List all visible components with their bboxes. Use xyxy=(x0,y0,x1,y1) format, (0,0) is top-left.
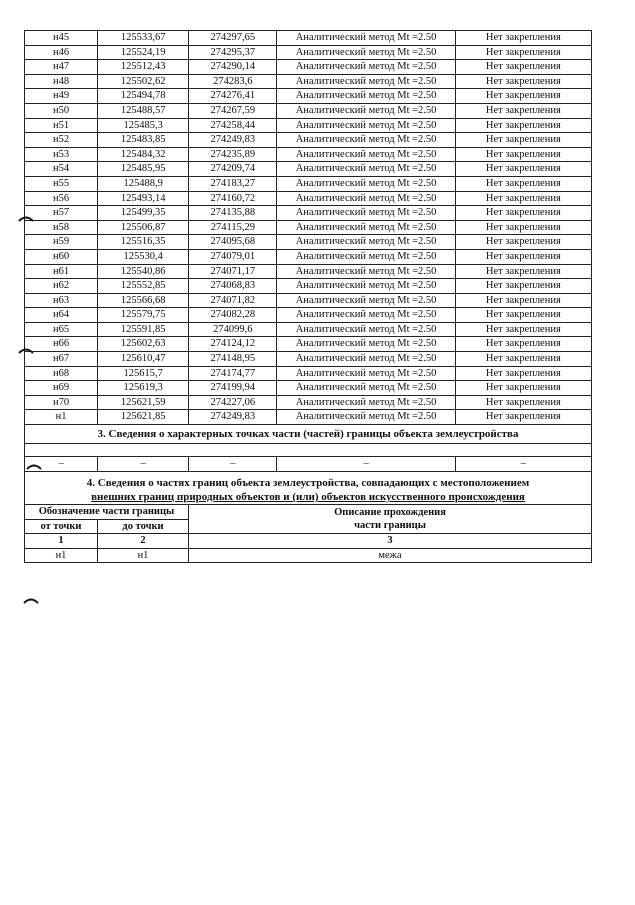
point-id-cell: н61 xyxy=(25,264,98,279)
y-coord-cell: 274295,37 xyxy=(189,45,277,60)
method-cell: Аналитический метод Mt =2.50 xyxy=(277,366,455,381)
method-cell: Аналитический метод Mt =2.50 xyxy=(277,264,455,279)
x-coord-cell: 125488,57 xyxy=(98,103,189,118)
fixation-cell: Нет закрепления xyxy=(455,206,591,221)
y-coord-cell: 274174,77 xyxy=(189,366,277,381)
fixation-cell: Нет закрепления xyxy=(455,308,591,323)
point-id-cell: н47 xyxy=(25,60,98,75)
fixation-cell: Нет закрепления xyxy=(455,103,591,118)
y-coord-cell: 274160,72 xyxy=(189,191,277,206)
y-coord-cell: 274148,95 xyxy=(189,352,277,367)
column-number: 2 xyxy=(98,534,189,549)
y-coord-cell: 274095,68 xyxy=(189,235,277,250)
x-coord-cell: 125485,95 xyxy=(98,162,189,177)
method-cell: Аналитический метод Mt =2.50 xyxy=(277,74,455,89)
dash-cell: – xyxy=(25,457,98,472)
section3-title: 3. Сведения о характерных точках части (частей) границы объекта землеустройства xyxy=(25,425,592,444)
method-cell: Аналитический метод Mt =2.50 xyxy=(277,308,455,323)
fixation-cell: Нет закрепления xyxy=(455,118,591,133)
table-row xyxy=(25,395,592,410)
method-cell: Аналитический метод Mt =2.50 xyxy=(277,322,455,337)
x-coord-cell: 125533,67 xyxy=(98,31,189,46)
point-id-cell: н68 xyxy=(25,366,98,381)
fixation-cell: Нет закрепления xyxy=(455,410,591,425)
x-coord-cell: 125552,85 xyxy=(98,279,189,294)
y-coord-cell: 274071,82 xyxy=(189,293,277,308)
x-coord-cell: 125530,4 xyxy=(98,249,189,264)
method-cell: Аналитический метод Mt =2.50 xyxy=(277,60,455,75)
point-id-cell: н51 xyxy=(25,118,98,133)
fixation-cell: Нет закрепления xyxy=(455,45,591,60)
fixation-cell: Нет закрепления xyxy=(455,162,591,177)
table-row xyxy=(25,103,592,118)
y-coord-cell: 274209,74 xyxy=(189,162,277,177)
y-coord-cell: 274079,01 xyxy=(189,249,277,264)
table-row xyxy=(25,31,592,46)
fixation-cell: Нет закрепления xyxy=(455,235,591,250)
y-coord-cell: 274071,17 xyxy=(189,264,277,279)
method-cell: Аналитический метод Mt =2.50 xyxy=(277,206,455,221)
method-cell: Аналитический метод Mt =2.50 xyxy=(277,337,455,352)
point-id-cell: н53 xyxy=(25,147,98,162)
y-coord-cell: 274235,89 xyxy=(189,147,277,162)
description-header-line1: Описание прохождения xyxy=(334,506,446,518)
point-id-cell: н1 xyxy=(25,410,98,425)
point-id-cell: н57 xyxy=(25,206,98,221)
x-coord-cell: 125512,43 xyxy=(98,60,189,75)
x-coord-cell: 125488,9 xyxy=(98,176,189,191)
method-cell: Аналитический метод Mt =2.50 xyxy=(277,293,455,308)
points-table-body xyxy=(25,31,592,425)
scan-mark-icon xyxy=(18,214,34,222)
method-cell: Аналитический метод Mt =2.50 xyxy=(277,381,455,396)
x-coord-cell: 125502,62 xyxy=(98,74,189,89)
table-row xyxy=(25,410,592,425)
y-coord-cell: 274258,44 xyxy=(189,118,277,133)
document-page xyxy=(24,30,592,563)
point-id-cell: н52 xyxy=(25,133,98,148)
table-row xyxy=(25,60,592,75)
point-id-cell: н66 xyxy=(25,337,98,352)
fixation-cell: Нет закрепления xyxy=(455,60,591,75)
x-coord-cell: 125506,87 xyxy=(98,220,189,235)
x-coord-cell: 125619,3 xyxy=(98,381,189,396)
x-coord-cell: 125524,19 xyxy=(98,45,189,60)
dash-cell: – xyxy=(455,457,591,472)
method-cell: Аналитический метод Mt =2.50 xyxy=(277,162,455,177)
method-cell: Аналитический метод Mt =2.50 xyxy=(277,133,455,148)
table-row xyxy=(25,264,592,279)
column-number: 1 xyxy=(25,534,98,549)
y-coord-cell: 274267,59 xyxy=(189,103,277,118)
y-coord-cell: 274082,28 xyxy=(189,308,277,323)
section4-title xyxy=(24,472,592,504)
method-cell: Аналитический метод Mt =2.50 xyxy=(277,176,455,191)
table-row xyxy=(25,322,592,337)
dash-cell: – xyxy=(189,457,277,472)
y-coord-cell: 274099,6 xyxy=(189,322,277,337)
scan-mark-icon xyxy=(18,346,34,354)
fixation-cell: Нет закрепления xyxy=(455,249,591,264)
table-row xyxy=(25,176,592,191)
point-id-cell: н58 xyxy=(25,220,98,235)
point-id-cell: н64 xyxy=(25,308,98,323)
method-cell: Аналитический метод Mt =2.50 xyxy=(277,235,455,250)
method-cell: Аналитический метод Mt =2.50 xyxy=(277,249,455,264)
x-coord-cell: 125579,75 xyxy=(98,308,189,323)
description-header xyxy=(189,505,592,534)
method-cell: Аналитический метод Mt =2.50 xyxy=(277,103,455,118)
table-row xyxy=(25,162,592,177)
y-coord-cell: 274199,94 xyxy=(189,381,277,396)
section4-title-line2: внешних границ природных объектов и (или) объектов искусственного происхождения xyxy=(91,491,525,504)
x-coord-cell: 125566,68 xyxy=(98,293,189,308)
fixation-cell: Нет закрепления xyxy=(455,395,591,410)
y-coord-cell: 274249,83 xyxy=(189,133,277,148)
table-row xyxy=(25,337,592,352)
table-row xyxy=(25,235,592,250)
x-coord-cell: 125494,78 xyxy=(98,89,189,104)
point-id-cell: н46 xyxy=(25,45,98,60)
y-coord-cell: 274115,29 xyxy=(189,220,277,235)
to-point-cell: н1 xyxy=(98,548,189,563)
table-row xyxy=(25,366,592,381)
method-cell: Аналитический метод Mt =2.50 xyxy=(277,45,455,60)
dash-cell: – xyxy=(277,457,455,472)
point-id-cell: н69 xyxy=(25,381,98,396)
description-cell: межа xyxy=(189,548,592,563)
table-row xyxy=(25,191,592,206)
fixation-cell: Нет закрепления xyxy=(455,352,591,367)
blank-row xyxy=(25,444,592,457)
fixation-cell: Нет закрепления xyxy=(455,74,591,89)
to-point-header: до точки xyxy=(98,519,189,534)
point-id-cell: н45 xyxy=(25,31,98,46)
part-designation-header: Обозначение части границы xyxy=(25,505,189,520)
point-id-cell: н50 xyxy=(25,103,98,118)
point-id-cell: н59 xyxy=(25,235,98,250)
x-coord-cell: 125540,86 xyxy=(98,264,189,279)
y-coord-cell: 274249,83 xyxy=(189,410,277,425)
fixation-cell: Нет закрепления xyxy=(455,220,591,235)
y-coord-cell: 274276,41 xyxy=(189,89,277,104)
x-coord-cell: 125615,7 xyxy=(98,366,189,381)
point-id-cell: н55 xyxy=(25,176,98,191)
y-coord-cell: 274283,6 xyxy=(189,74,277,89)
fixation-cell: Нет закрепления xyxy=(455,176,591,191)
points-table xyxy=(24,30,592,472)
point-id-cell: н70 xyxy=(25,395,98,410)
point-id-cell: н63 xyxy=(25,293,98,308)
method-cell: Аналитический метод Mt =2.50 xyxy=(277,191,455,206)
x-coord-cell: 125484,32 xyxy=(98,147,189,162)
x-coord-cell: 125621,59 xyxy=(98,395,189,410)
table-row xyxy=(25,89,592,104)
table-row xyxy=(25,381,592,396)
table-row xyxy=(25,118,592,133)
column-number: 3 xyxy=(189,534,592,549)
fixation-cell: Нет закрепления xyxy=(455,31,591,46)
table-row xyxy=(25,279,592,294)
table-row xyxy=(25,74,592,89)
table-row xyxy=(25,206,592,221)
point-id-cell: н54 xyxy=(25,162,98,177)
x-coord-cell: 125499,35 xyxy=(98,206,189,221)
fixation-cell: Нет закрепления xyxy=(455,337,591,352)
method-cell: Аналитический метод Mt =2.50 xyxy=(277,31,455,46)
table-row xyxy=(25,45,592,60)
table-row xyxy=(25,293,592,308)
method-cell: Аналитический метод Mt =2.50 xyxy=(277,279,455,294)
y-coord-cell: 274297,65 xyxy=(189,31,277,46)
point-id-cell: н67 xyxy=(25,352,98,367)
point-id-cell: н49 xyxy=(25,89,98,104)
method-cell: Аналитический метод Mt =2.50 xyxy=(277,118,455,133)
point-id-cell: н62 xyxy=(25,279,98,294)
x-coord-cell: 125485,3 xyxy=(98,118,189,133)
table-row xyxy=(25,147,592,162)
fixation-cell: Нет закрепления xyxy=(455,89,591,104)
from-point-header: от точки xyxy=(25,519,98,534)
from-point-cell: н1 xyxy=(25,548,98,563)
y-coord-cell: 274290,14 xyxy=(189,60,277,75)
method-cell: Аналитический метод Mt =2.50 xyxy=(277,395,455,410)
method-cell: Аналитический метод Mt =2.50 xyxy=(277,352,455,367)
point-id-cell: н56 xyxy=(25,191,98,206)
x-coord-cell: 125621,85 xyxy=(98,410,189,425)
table-row xyxy=(25,249,592,264)
scan-mark-icon xyxy=(26,462,42,470)
y-coord-cell: 274135,88 xyxy=(189,206,277,221)
fixation-cell: Нет закрепления xyxy=(455,293,591,308)
x-coord-cell: 125483,85 xyxy=(98,133,189,148)
fixation-cell: Нет закрепления xyxy=(455,147,591,162)
table-row xyxy=(25,352,592,367)
y-coord-cell: 274124,12 xyxy=(189,337,277,352)
method-cell: Аналитический метод Mt =2.50 xyxy=(277,89,455,104)
x-coord-cell: 125610,47 xyxy=(98,352,189,367)
y-coord-cell: 274068,83 xyxy=(189,279,277,294)
y-coord-cell: 274227,06 xyxy=(189,395,277,410)
fixation-cell: Нет закрепления xyxy=(455,366,591,381)
x-coord-cell: 125516,35 xyxy=(98,235,189,250)
x-coord-cell: 125591,85 xyxy=(98,322,189,337)
section4-title-line1: 4. Сведения о частях границ объекта землеустройства, совпадающих с местоположением xyxy=(86,477,530,490)
fixation-cell: Нет закрепления xyxy=(455,264,591,279)
fixation-cell: Нет закрепления xyxy=(455,133,591,148)
dash-row xyxy=(25,457,592,472)
table-row xyxy=(25,133,592,148)
y-coord-cell: 274183,27 xyxy=(189,176,277,191)
fixation-cell: Нет закрепления xyxy=(455,381,591,396)
x-coord-cell: 125493,14 xyxy=(98,191,189,206)
fixation-cell: Нет закрепления xyxy=(455,322,591,337)
point-id-cell: н48 xyxy=(25,74,98,89)
dash-cell: – xyxy=(98,457,189,472)
x-coord-cell: 125602,63 xyxy=(98,337,189,352)
fixation-cell: Нет закрепления xyxy=(455,279,591,294)
point-id-cell: н60 xyxy=(25,249,98,264)
description-header-line2: части границы xyxy=(354,520,426,532)
parts-table xyxy=(24,504,592,563)
fixation-cell: Нет закрепления xyxy=(455,191,591,206)
table-row xyxy=(25,220,592,235)
table-row xyxy=(25,308,592,323)
method-cell: Аналитический метод Mt =2.50 xyxy=(277,410,455,425)
scan-mark-icon xyxy=(23,596,39,604)
method-cell: Аналитический метод Mt =2.50 xyxy=(277,220,455,235)
method-cell: Аналитический метод Mt =2.50 xyxy=(277,147,455,162)
point-id-cell: н65 xyxy=(25,322,98,337)
